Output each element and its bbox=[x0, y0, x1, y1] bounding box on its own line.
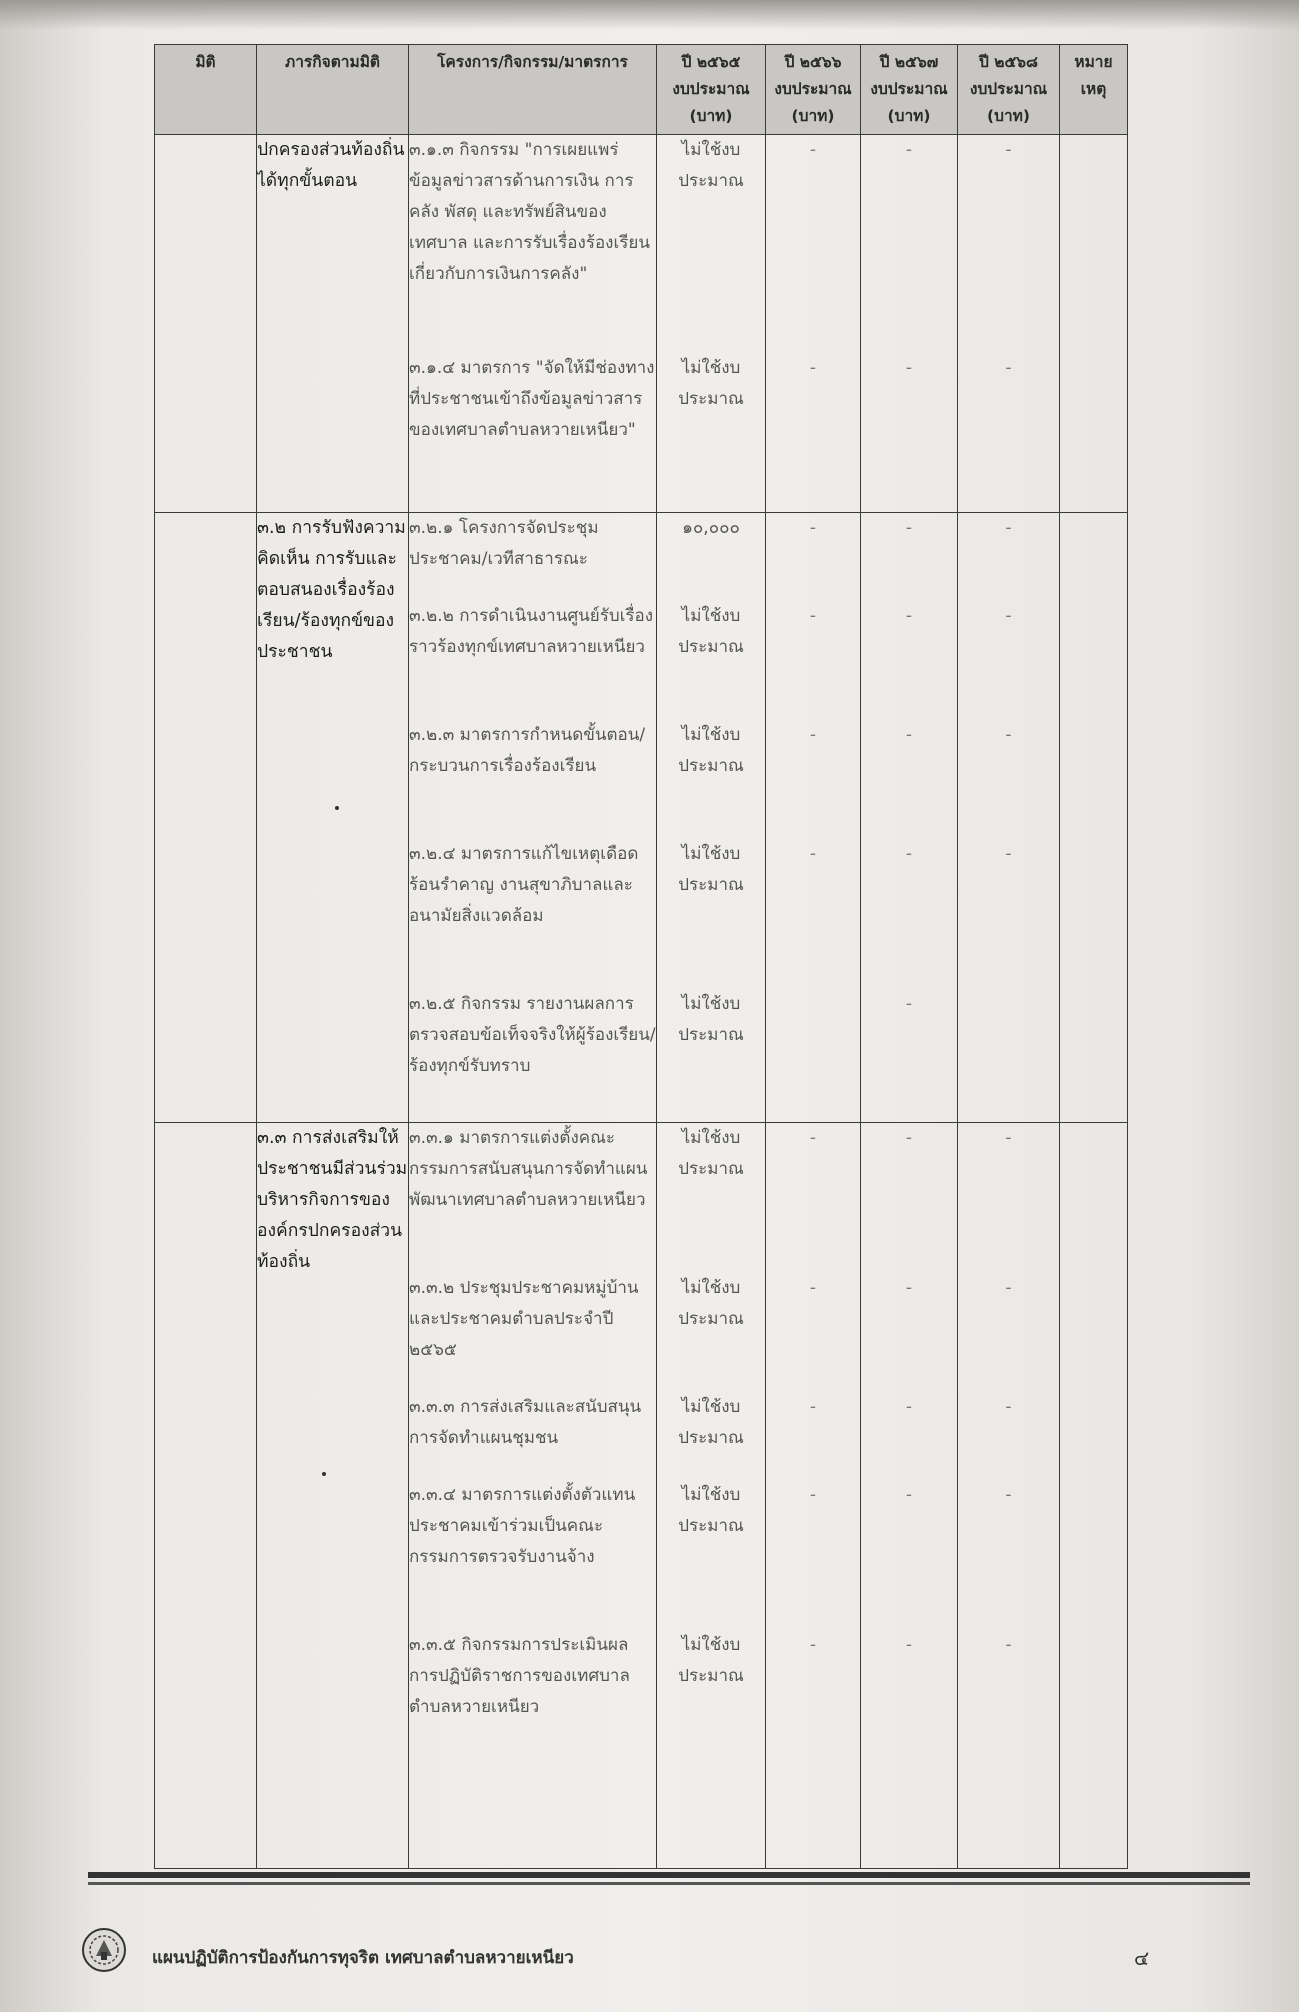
table-row bbox=[155, 1123, 1128, 1869]
budget-value: ไม่ใช้งบประมาณ bbox=[678, 1128, 744, 1179]
stray-mark bbox=[335, 806, 339, 810]
budget-value: - bbox=[1005, 725, 1012, 745]
dimension-cell bbox=[155, 135, 257, 513]
footer-rule bbox=[88, 1882, 1250, 1885]
budget-value: - bbox=[905, 1278, 913, 1298]
budget-value: - bbox=[1005, 1397, 1012, 1417]
header-year-2567: ปี ๒๕๖๗ งบประมาณ (บาท) bbox=[861, 45, 958, 135]
budget-value: - bbox=[809, 1278, 817, 1298]
budget-cell-2566 bbox=[766, 1123, 861, 1869]
project-item: ๓.๓.๓ การส่งเสริมและสนับสนุนการจัดทำแผนชุมชน bbox=[409, 1397, 642, 1448]
budget-cell-2565 bbox=[657, 513, 766, 1123]
header-year-2568: ปี ๒๕๖๘ งบประมาณ (บาท) bbox=[958, 45, 1060, 135]
budget-value: - bbox=[809, 844, 817, 864]
remark-cell bbox=[1060, 1123, 1128, 1869]
budget-value: - bbox=[1005, 1278, 1012, 1298]
project-item: ๓.๒.๓ มาตรการกำหนดขั้นตอน/กระบวนการเรื่องร้องเรียน bbox=[409, 725, 646, 776]
project-item: ๓.๑.๓ กิจกรรม "การเผยแพร่ข้อมูลข่าวสารด้านการเงิน การคลัง พัสดุ และทรัพย์สินของเทศบาล และการรับเรื่องร้องเรียนเกี่ยวกับการเงินการคลัง" bbox=[409, 140, 650, 284]
municipality-emblem-icon bbox=[80, 1926, 128, 1974]
budget-value: - bbox=[905, 606, 913, 626]
mission-cell: ๓.๒ การรับฟังความคิดเห็น การรับและตอบสนองเรื่องร้องเรียน/ร้องทุกข์ของประชาชน bbox=[257, 513, 409, 1123]
budget-value: - bbox=[905, 844, 913, 864]
header-project: โครงการ/กิจกรรม/มาตรการ bbox=[409, 45, 657, 135]
budget-value: - bbox=[1005, 1635, 1012, 1655]
action-plan-table bbox=[154, 44, 1128, 1869]
budget-cell-2565 bbox=[657, 1123, 766, 1869]
header-dimension: มิติ bbox=[155, 45, 257, 135]
budget-cell-2567 bbox=[861, 135, 958, 513]
budget-cell-2568 bbox=[958, 513, 1060, 1123]
header-year-2566: ปี ๒๕๖๖ งบประมาณ (บาท) bbox=[766, 45, 861, 135]
budget-value: - bbox=[1005, 358, 1012, 378]
budget-value: - bbox=[1005, 1128, 1012, 1148]
budget-value: - bbox=[809, 358, 817, 378]
stray-mark bbox=[322, 1472, 326, 1476]
table-row bbox=[155, 135, 1128, 513]
remark-cell bbox=[1060, 135, 1128, 513]
budget-cell-2565 bbox=[657, 135, 766, 513]
budget-value: - bbox=[905, 1635, 913, 1655]
page-shadow bbox=[0, 0, 1299, 30]
budget-cell-2568 bbox=[958, 135, 1060, 513]
budget-value: - bbox=[905, 1397, 913, 1417]
table-header-row bbox=[155, 45, 1128, 135]
budget-value: - bbox=[905, 725, 913, 745]
budget-value: - bbox=[1005, 140, 1012, 160]
budget-value: ๑๐,๐๐๐ bbox=[682, 518, 740, 538]
project-item: ๓.๓.๔ มาตรการแต่งตั้งตัวแทนประชาคมเข้าร่วมเป็นคณะกรรมการตรวจรับงานจ้าง bbox=[409, 1485, 636, 1567]
budget-cell-2567 bbox=[861, 1123, 958, 1869]
footer-title: แผนปฏิบัติการป้องกันการทุจริต เทศบาลตำบลหวายเหนียว bbox=[152, 1948, 574, 1968]
budget-value: - bbox=[809, 1397, 817, 1417]
budget-value: ไม่ใช้งบประมาณ bbox=[678, 358, 744, 409]
budget-value: - bbox=[1005, 1485, 1012, 1505]
budget-value: - bbox=[809, 1635, 817, 1655]
header-year-2565: ปี ๒๕๖๕ งบประมาณ (บาท) bbox=[657, 45, 766, 135]
budget-value: ไม่ใช้งบประมาณ bbox=[678, 994, 744, 1045]
budget-value: - bbox=[809, 1485, 817, 1505]
budget-value: - bbox=[1005, 518, 1012, 538]
budget-value: - bbox=[905, 518, 913, 538]
project-item: ๓.๒.๔ มาตรการแก้ไขเหตุเดือดร้อนรำคาญ งานสุขาภิบาลและอนามัยสิ่งแวดล้อม bbox=[409, 844, 639, 926]
budget-value: ไม่ใช้งบประมาณ bbox=[678, 1635, 744, 1686]
budget-value: - bbox=[905, 358, 913, 378]
budget-value: - bbox=[905, 1128, 913, 1148]
budget-value: - bbox=[1005, 606, 1012, 626]
project-item: ๓.๒.๕ กิจกรรม รายงานผลการตรวจสอบข้อเท็จจริงให้ผู้ร้องเรียน/ร้องทุกข์รับทราบ bbox=[409, 994, 656, 1076]
remark-cell bbox=[1060, 513, 1128, 1123]
budget-value: ไม่ใช้งบประมาณ bbox=[678, 606, 744, 657]
header-remark: หมาย เหตุ bbox=[1060, 45, 1128, 135]
budget-value: - bbox=[905, 140, 913, 160]
project-item: ๓.๓.๕ กิจกรรมการประเมินผลการปฏิบัติราชการของเทศบาลตำบลหวายเหนียว bbox=[409, 1635, 630, 1717]
footer-rule bbox=[88, 1872, 1250, 1878]
budget-value: ไม่ใช้งบประมาณ bbox=[678, 1485, 744, 1536]
dimension-cell bbox=[155, 513, 257, 1123]
project-item: ๓.๒.๑ โครงการจัดประชุมประชาคม/เวทีสาธารณะ bbox=[409, 518, 599, 569]
budget-value: - bbox=[809, 725, 817, 745]
budget-cell-2566 bbox=[766, 513, 861, 1123]
budget-value: ไม่ใช้งบประมาณ bbox=[678, 844, 744, 895]
budget-value: ไม่ใช้งบประมาณ bbox=[678, 140, 744, 191]
project-cell bbox=[409, 513, 657, 1123]
project-item: ๓.๓.๒ ประชุมประชาคมหมู่บ้านและประชาคมตำบลประจำปี ๒๕๖๕ bbox=[409, 1278, 639, 1360]
budget-value: - bbox=[809, 1128, 817, 1148]
project-cell bbox=[409, 135, 657, 513]
table-row bbox=[155, 513, 1128, 1123]
mission-cell: ๓.๓ การส่งเสริมให้ประชาชนมีส่วนร่วมบริหารกิจการขององค์กรปกครองส่วนท้องถิ่น bbox=[257, 1123, 409, 1869]
budget-cell-2566 bbox=[766, 135, 861, 513]
budget-cell-2568 bbox=[958, 1123, 1060, 1869]
budget-value: ไม่ใช้งบประมาณ bbox=[678, 725, 744, 776]
project-item: ๓.๒.๒ การดำเนินงานศูนย์รับเรื่องราวร้องทุกข์เทศบาลหวายเหนียว bbox=[409, 606, 654, 657]
project-item: ๓.๓.๑ มาตรการแต่งตั้งคณะกรรมการสนับสนุนการจัดทำแผนพัฒนาเทศบาลตำบลหวายเหนียว bbox=[409, 1128, 648, 1210]
budget-value: ไม่ใช้งบประมาณ bbox=[678, 1397, 744, 1448]
budget-value: - bbox=[809, 518, 817, 538]
page-number: ๔ bbox=[1134, 1946, 1150, 1970]
budget-value: ไม่ใช้งบประมาณ bbox=[678, 1278, 744, 1329]
mission-cell: ปกครองส่วนท้องถิ่นได้ทุกขั้นตอน bbox=[257, 135, 409, 513]
budget-value: - bbox=[809, 140, 817, 160]
project-item: ๓.๑.๔ มาตรการ "จัดให้มีช่องทางที่ประชาชนเข้าถึงข้อมูลข่าวสารของเทศบาลตำบลหวายเหนียว" bbox=[409, 358, 655, 440]
budget-value: - bbox=[905, 994, 913, 1014]
budget-value: - bbox=[905, 1485, 913, 1505]
budget-cell-2567 bbox=[861, 513, 958, 1123]
budget-value: - bbox=[809, 606, 817, 626]
project-cell bbox=[409, 1123, 657, 1869]
dimension-cell bbox=[155, 1123, 257, 1869]
header-mission: ภารกิจตามมิติ bbox=[257, 45, 409, 135]
budget-value: - bbox=[1005, 844, 1012, 864]
